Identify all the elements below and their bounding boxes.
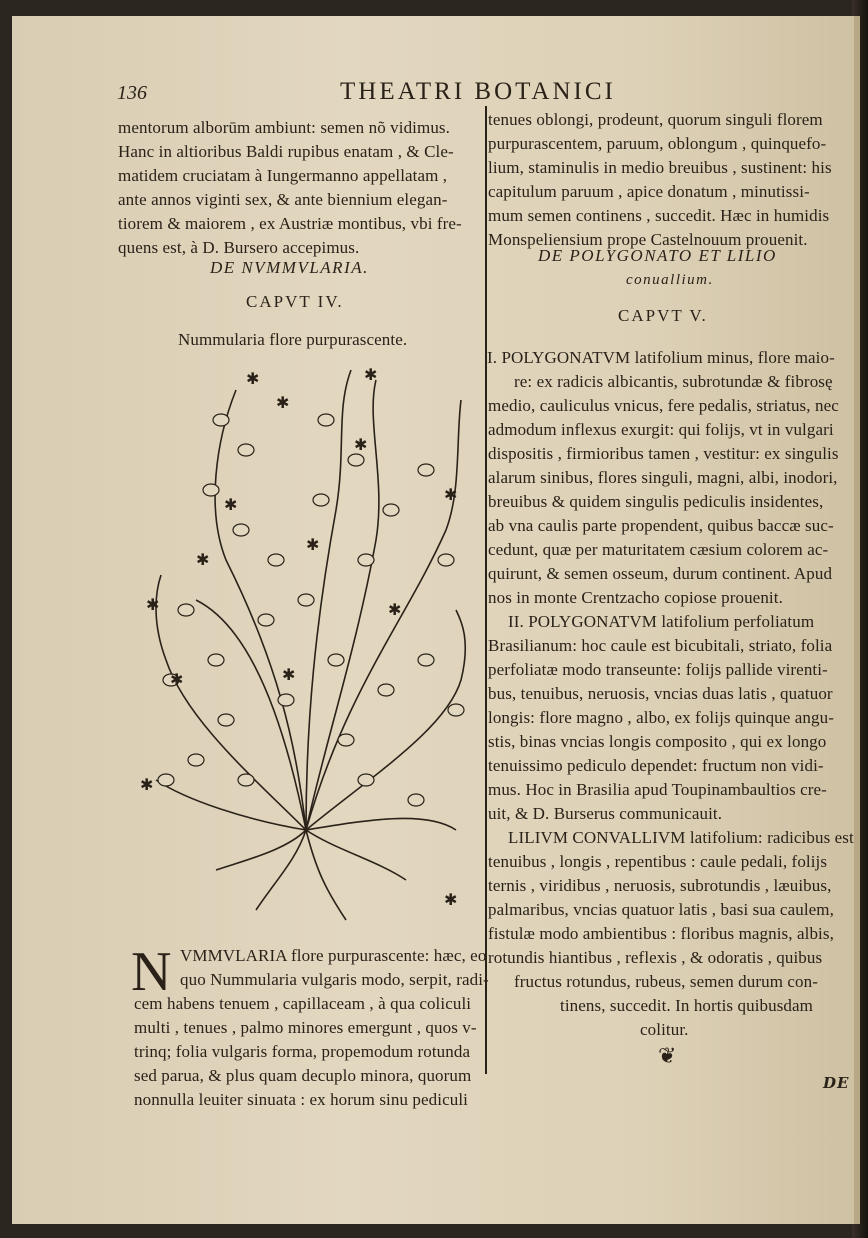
right-body-line: rotundis hiantibus , reflexis , & odoratis , quibus bbox=[488, 948, 823, 967]
flower-icon: ✱ bbox=[444, 485, 458, 504]
leaf bbox=[203, 484, 219, 496]
flower-icon: ✱ bbox=[444, 890, 458, 909]
plant-illustration bbox=[126, 360, 486, 930]
leaf bbox=[268, 554, 284, 566]
leaf bbox=[318, 414, 334, 426]
plant-stem bbox=[215, 390, 306, 830]
plant-stem bbox=[306, 818, 456, 830]
right-body-line: ab vna caulis parte propendent, quibus baccæ suc- bbox=[488, 516, 834, 535]
ornament-icon: ❦ bbox=[658, 1044, 677, 1069]
leaf bbox=[313, 494, 329, 506]
chapter-heading: CAPVT IV. bbox=[246, 292, 344, 311]
leaf bbox=[178, 604, 194, 616]
right-body-line: nos in monte Crentzacho copiose prouenit. bbox=[488, 588, 783, 607]
leaf bbox=[358, 554, 374, 566]
right-body-line: stis, binas vncias longis composito , qui ex longo bbox=[488, 732, 827, 751]
flower-icon: ✱ bbox=[306, 535, 320, 554]
left-body-line: sed parua, & plus quam decuplo minora, quorum bbox=[134, 1066, 472, 1085]
catchword: DE bbox=[823, 1074, 850, 1092]
left-body-line: multi , tenues , palmo minores emergunt , quos v- bbox=[134, 1018, 477, 1037]
flower-icon: ✱ bbox=[196, 550, 210, 569]
plant-root bbox=[216, 830, 306, 870]
right-text-line: lium, staminulis in medio breuibus , sustinent: his bbox=[488, 158, 832, 177]
right-body-line: longis: flore magno , albo, ex folijs quinque angu- bbox=[488, 708, 834, 727]
leaf bbox=[238, 774, 254, 786]
flower-icon: ✱ bbox=[364, 365, 378, 384]
chapter-heading: CAPVT V. bbox=[618, 306, 708, 325]
right-body-line: ternis , viridibus , neruosis, subrotundis , læuibus, bbox=[488, 876, 832, 895]
right-body-line: mus. Hoc in Brasilia apud Toupinambaultios cre- bbox=[488, 780, 827, 799]
leaf bbox=[408, 794, 424, 806]
section-heading-sub: conuallium. bbox=[626, 272, 714, 288]
flower-icon: ✱ bbox=[146, 595, 160, 614]
flower-icon: ✱ bbox=[140, 775, 154, 794]
leaf bbox=[218, 714, 234, 726]
running-title: THEATRI BOTANICI bbox=[340, 78, 616, 105]
leaf bbox=[348, 454, 364, 466]
right-body-line: medio, cauliculus vnicus, fere pedalis, striatus, nec bbox=[488, 396, 839, 415]
left-body-line: quo Nummularia vulgaris modo, serpit, radi- bbox=[180, 970, 489, 989]
leaf bbox=[358, 774, 374, 786]
right-body-line: uit, & D. Burserus communicauit. bbox=[488, 804, 723, 823]
right-body-line: II. POLYGONATVM latifolium perfoliatum bbox=[508, 612, 815, 631]
right-body-line: cedunt, quæ per maturitatem cæsium colorem ac- bbox=[488, 540, 829, 559]
right-body-line: bus, tenuibus, neruosis, vncias duas latis , quatuor bbox=[488, 684, 833, 703]
right-body-line: dispositis , firmioribus tamen , vestitur: ex singulis bbox=[488, 444, 839, 463]
right-body-line: LILIVM CONVALLIVM latifolium: radicibus est bbox=[508, 828, 854, 847]
right-body-line: fistulæ modo ambientibus : floribus magnis, albis, bbox=[488, 924, 834, 943]
leaf bbox=[378, 684, 394, 696]
right-body-line: tenuibus , longis , repentibus : caule pedali, folijs bbox=[488, 852, 828, 871]
leaf bbox=[298, 594, 314, 606]
left-text-line: ante annos viginti sex, & ante biennium elegan- bbox=[118, 190, 448, 209]
left-body-line: cem habens tenuem , capillaceam , à qua coliculi bbox=[134, 994, 472, 1013]
page-number: 136 bbox=[117, 82, 147, 104]
section-heading: DE POLYGONATO ET LILIO bbox=[538, 246, 777, 265]
flower-icon: ✱ bbox=[224, 495, 238, 514]
leaf bbox=[158, 774, 174, 786]
plant-root bbox=[256, 830, 306, 910]
leaf bbox=[328, 654, 344, 666]
right-text-line: capitulum paruum , apice donatum , minutissi- bbox=[488, 182, 810, 201]
leaf bbox=[233, 524, 249, 536]
right-body-line: admodum inflexus exurgit: qui folijs, vt in vulgari bbox=[488, 420, 834, 439]
left-text-line: tiorem & maiorem , ex Austriæ montibus, vbi fre- bbox=[118, 214, 462, 233]
right-body-line: I. POLYGONATVM latifolium minus, flore maio- bbox=[487, 348, 835, 367]
leaf bbox=[238, 444, 254, 456]
plant-root bbox=[306, 830, 406, 880]
flower-icon: ✱ bbox=[170, 670, 184, 689]
right-body-line: tinens, succedit. In hortis quibusdam bbox=[560, 996, 813, 1015]
leaf bbox=[213, 414, 229, 426]
leaf bbox=[418, 464, 434, 476]
right-text-line: tenues oblongi, prodeunt, quorum singuli florem bbox=[488, 110, 823, 129]
left-text-line: mentorum alborūm ambiunt: semen nõ vidimus. bbox=[118, 118, 450, 137]
section-heading: DE NVMMVLARIA. bbox=[210, 258, 369, 277]
plant-stem bbox=[196, 600, 306, 830]
right-text-line: mum semen continens , succedit. Hæc in humidis bbox=[488, 206, 830, 225]
flower-icon: ✱ bbox=[354, 435, 368, 454]
right-body-line: fructus rotundus, rubeus, semen durum con- bbox=[514, 972, 818, 991]
leaf bbox=[258, 614, 274, 626]
flower-icon: ✱ bbox=[388, 600, 402, 619]
leaf bbox=[338, 734, 354, 746]
plant-stem bbox=[306, 400, 461, 830]
plant-stem bbox=[156, 780, 306, 830]
right-body-line: breuibus & quidem singulis pediculis insidentes, bbox=[488, 492, 824, 511]
plant-root bbox=[306, 830, 346, 920]
flower-icon: ✱ bbox=[246, 369, 260, 388]
leaf bbox=[448, 704, 464, 716]
right-text-line: purpurascentem, paruum, oblongum , quinquefo- bbox=[488, 134, 827, 153]
right-text-line: Monspeliensium prope Castelnouum prouenit. bbox=[488, 230, 808, 249]
leaf bbox=[278, 694, 294, 706]
right-body-line: perfoliatæ modo transeunte: folijs pallide virenti- bbox=[488, 660, 828, 679]
right-body-line: quirunt, & semen osseum, durum continent. Apud bbox=[488, 564, 833, 583]
plant-stem bbox=[306, 380, 379, 830]
leaf bbox=[418, 654, 434, 666]
leaf bbox=[383, 504, 399, 516]
right-body-line: palmaribus, vncias quatuor latis , basi sua caulem, bbox=[488, 900, 834, 919]
leaf bbox=[438, 554, 454, 566]
figure-caption: Nummularia flore purpurascente. bbox=[178, 330, 408, 349]
left-body-line: VMMVLARIA flore purpurascente: hæc, eo bbox=[180, 946, 487, 965]
flower-icon: ✱ bbox=[282, 665, 296, 684]
leaf bbox=[188, 754, 204, 766]
left-text-line: matidem cruciatam à Iungermanno appellatam , bbox=[118, 166, 448, 185]
left-text-line: quens est, à D. Bursero accepimus. bbox=[118, 238, 360, 257]
left-body-line: trinq; folia vulgaris forma, propemodum rotunda bbox=[134, 1042, 471, 1061]
flower-icon: ✱ bbox=[276, 393, 290, 412]
leaf bbox=[208, 654, 224, 666]
right-body-line: Brasilianum: hoc caule est bicubitali, striato, folia bbox=[488, 636, 833, 655]
right-body-line: tenuissimo pediculo dependet: fructum non vidi- bbox=[488, 756, 824, 775]
left-body-line: nonnulla leuiter sinuata : ex horum sinu pediculi bbox=[134, 1090, 468, 1109]
left-text-line: Hanc in altioribus Baldi rupibus enatam , & Cle- bbox=[118, 142, 454, 161]
right-body-line: alarum sinibus, flores singuli, magni, albi, inodori, bbox=[488, 468, 838, 487]
drop-cap: N bbox=[131, 941, 172, 1003]
right-body-line: colitur. bbox=[640, 1020, 689, 1039]
right-body-line: re: ex radicis albicantis, subrotundæ & fibrosę bbox=[514, 372, 833, 391]
